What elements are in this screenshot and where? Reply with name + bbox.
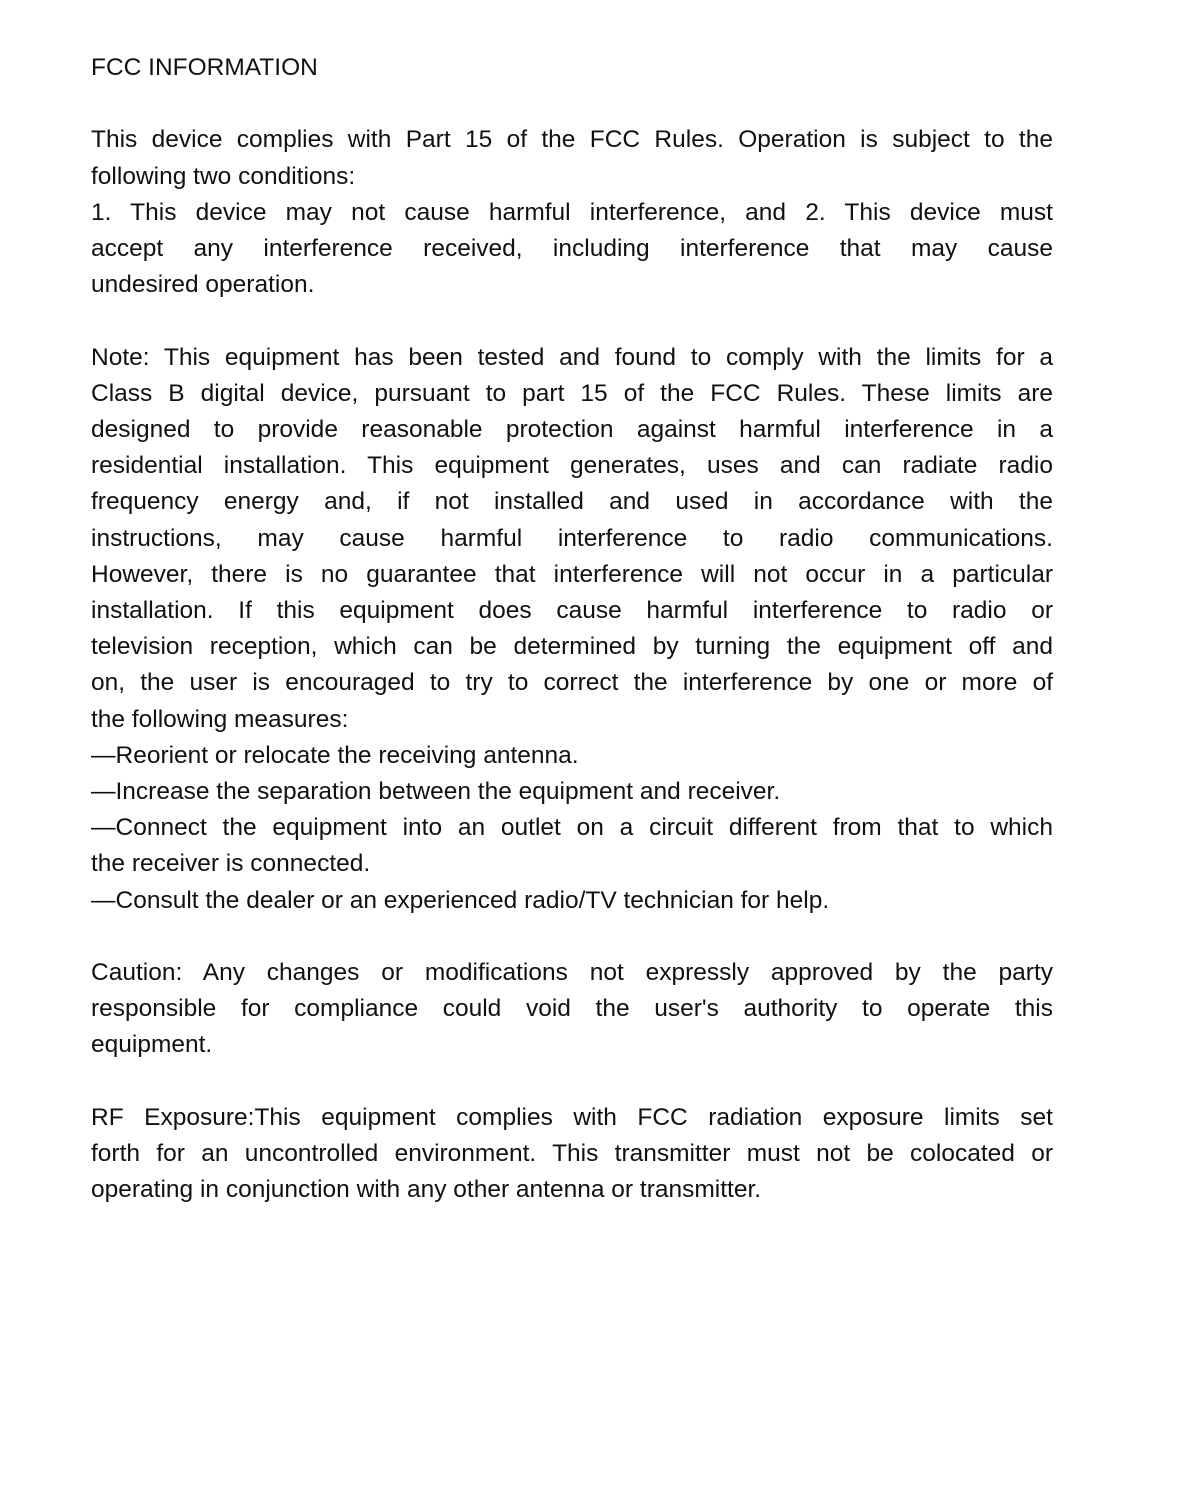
document-title: FCC INFORMATION xyxy=(91,54,318,81)
note-paragraph xyxy=(91,340,1053,919)
note-line: However, there is no guarantee that interference will not occur in a particular xyxy=(91,560,1053,588)
spacer xyxy=(91,919,1053,955)
compliance-paragraph xyxy=(91,122,1053,303)
spacer xyxy=(91,1064,1053,1100)
compliance-line: This device complies with Part 15 of the FCC Rules. Operation is subject to the xyxy=(91,126,1053,154)
spacer xyxy=(91,86,1053,122)
note-line: Class B digital device, pursuant to part 15 of the FCC Rules. These limits are xyxy=(91,379,1053,407)
measure-item: —Connect the equipment into an outlet on a circuit different from that to which xyxy=(91,814,1053,842)
rf-exposure-line: forth for an uncontrolled environment. This transmitter must not be colocated or xyxy=(91,1140,1053,1168)
note-line: the following measures: xyxy=(91,705,349,733)
measure-item: —Reorient or relocate the receiving antenna. xyxy=(91,741,579,769)
spacer xyxy=(91,303,1053,339)
document-page xyxy=(91,50,1053,1208)
compliance-line: undesired operation. xyxy=(91,271,315,299)
note-line: on, the user is encouraged to try to correct the interference by one or more of xyxy=(91,669,1053,697)
caution-line: Caution: Any changes or modifications not expressly approved by the party xyxy=(91,959,1053,987)
caution-paragraph xyxy=(91,955,1053,1064)
note-line: residential installation. This equipment generates, uses and can radiate radio xyxy=(91,452,1053,480)
rf-exposure-line: operating in conjunction with any other antenna or transmitter. xyxy=(91,1176,762,1204)
caution-line: equipment. xyxy=(91,1031,213,1059)
note-line: installation. If this equipment does cause harmful interference to radio or xyxy=(91,597,1053,625)
measure-item: —Increase the separation between the equipment and receiver. xyxy=(91,778,781,806)
rf-exposure-paragraph xyxy=(91,1100,1053,1209)
compliance-line: 1. This device may not cause harmful interference, and 2. This device must xyxy=(91,198,1053,226)
compliance-line: accept any interference received, including interference that may cause xyxy=(91,235,1053,262)
caution-line: responsible for compliance could void the user's authority to operate this xyxy=(91,995,1053,1023)
note-line: television reception, which can be determined by turning the equipment off and xyxy=(91,633,1053,661)
compliance-line: following two conditions: xyxy=(91,162,356,190)
note-line: Note: This equipment has been tested and found to comply with the limits for a xyxy=(91,343,1053,371)
note-line: instructions, may cause harmful interference to radio communications. xyxy=(91,524,1053,552)
rf-exposure-line: RF Exposure:This equipment complies with FCC radiation exposure limits set xyxy=(91,1103,1053,1131)
measure-item: the receiver is connected. xyxy=(91,850,371,878)
measure-item: —Consult the dealer or an experienced radio/TV technician for help. xyxy=(91,886,830,914)
note-line: designed to provide reasonable protection against harmful interference in a xyxy=(91,416,1053,443)
note-line: frequency energy and, if not installed and used in accordance with the xyxy=(91,488,1053,516)
